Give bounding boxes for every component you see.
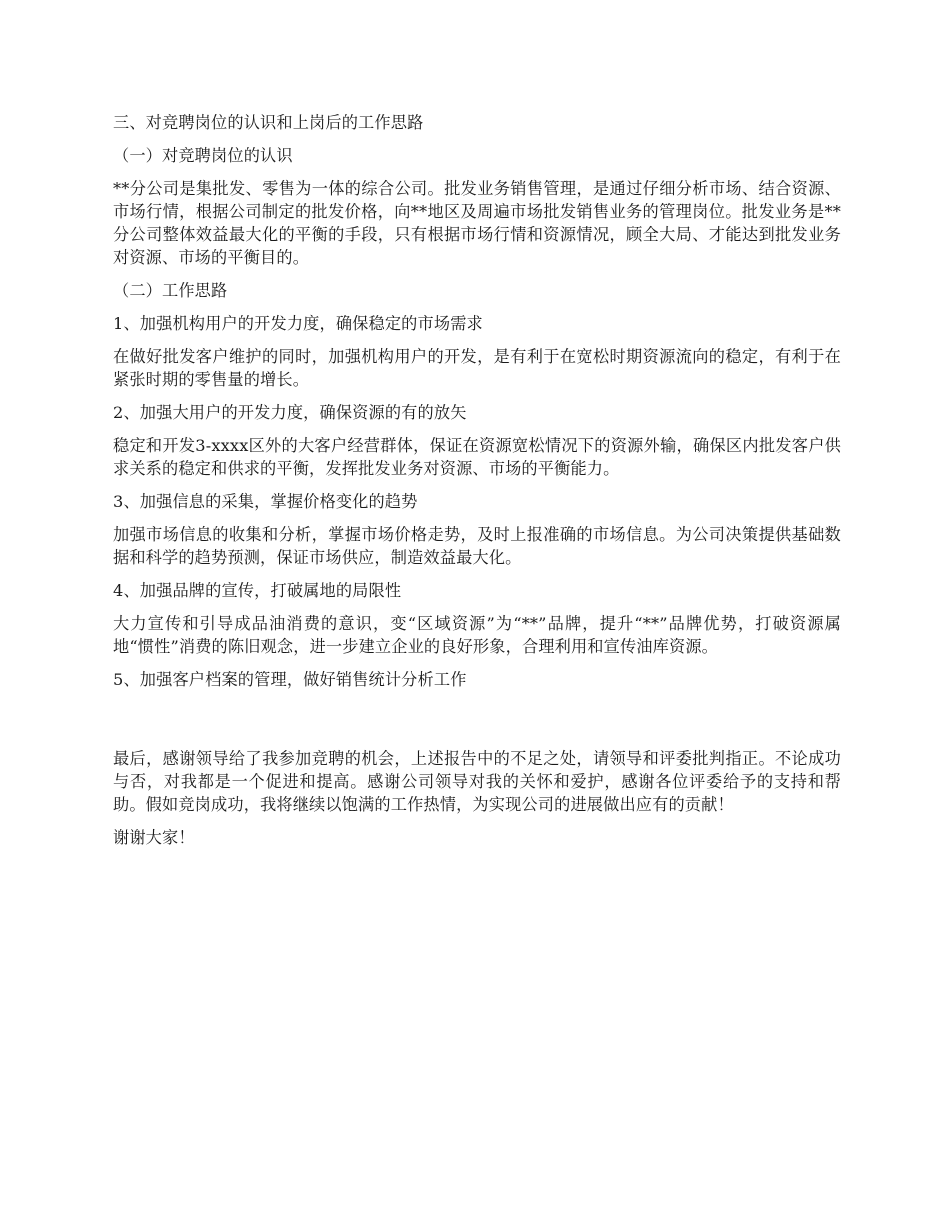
body-paragraph: **分公司是集批发、零售为一体的综合公司。批发业务销售管理，是通过仔细分析市场、结合资源、市场行情，根据公司制定的批发价格，向**地区及周遍市场批发销售业务的管理岗位。批发业务是**分公司整体效益最大化的平衡的手段，只有根据市场行情和资源情况，顾全大局、才能达到批发业务对资源、市场的平衡目的。 [113,179,841,267]
closing-paragraph: 最后，感谢领导给了我参加竞聘的机会，上述报告中的不足之处，请领导和评委批判指正。不论成功与否，对我都是一个促进和提高。感谢公司领导对我的关怀和爱护，感谢各位评委给予的支持和帮助。假如竞岗成功，我将继续以饱满的工作热情，为实现公司的进展做出应有的贡献！ [113,749,841,814]
list-item-heading: 4、加强品牌的宣传，打破属地的局限性 [113,581,402,600]
closing-thanks: 谢谢大家！ [113,828,195,847]
list-item-heading: 2、加强大用户的开发力度，确保资源的有的放矢 [113,403,467,422]
subsection-heading: （二）工作思路 [113,281,228,300]
document-body [113,111,841,849]
list-item-heading: 3、加强信息的采集，掌握价格变化的趋势 [113,492,418,511]
body-paragraph: 稳定和开发3-xxxx区外的大客户经营群体，保证在资源宽松情况下的资源外输，确保区内批发客户供求关系的稳定和供求的平衡，发挥批发业务对资源、市场的平衡能力。 [113,436,841,478]
list-item-heading: 5、加强客户档案的管理，做好销售统计分析工作 [113,670,467,689]
body-paragraph: 在做好批发客户维护的同时，加强机构用户的开发，是有利于在宽松时期资源流向的稳定，有利于在紧张时期的零售量的增长。 [113,347,841,389]
section-heading: 三、对竞聘岗位的认识和上岗后的工作思路 [113,113,424,132]
body-paragraph: 加强市场信息的收集和分析，掌握市场价格走势，及时上报准确的市场信息。为公司决策提供基础数据和科学的趋势预测，保证市场供应，制造效益最大化。 [113,525,841,567]
subsection-heading: （一）对竞聘岗位的认识 [113,146,293,165]
list-item-heading: 1、加强机构用户的开发力度，确保稳定的市场需求 [113,314,483,333]
body-paragraph: 大力宣传和引导成品油消费的意识，变“区域资源”为“**”品牌，提升“**”品牌优势，打破资源属地“惯性”消费的陈旧观念，进一步建立企业的良好形象，合理利用和宣传油库资源。 [113,614,841,656]
